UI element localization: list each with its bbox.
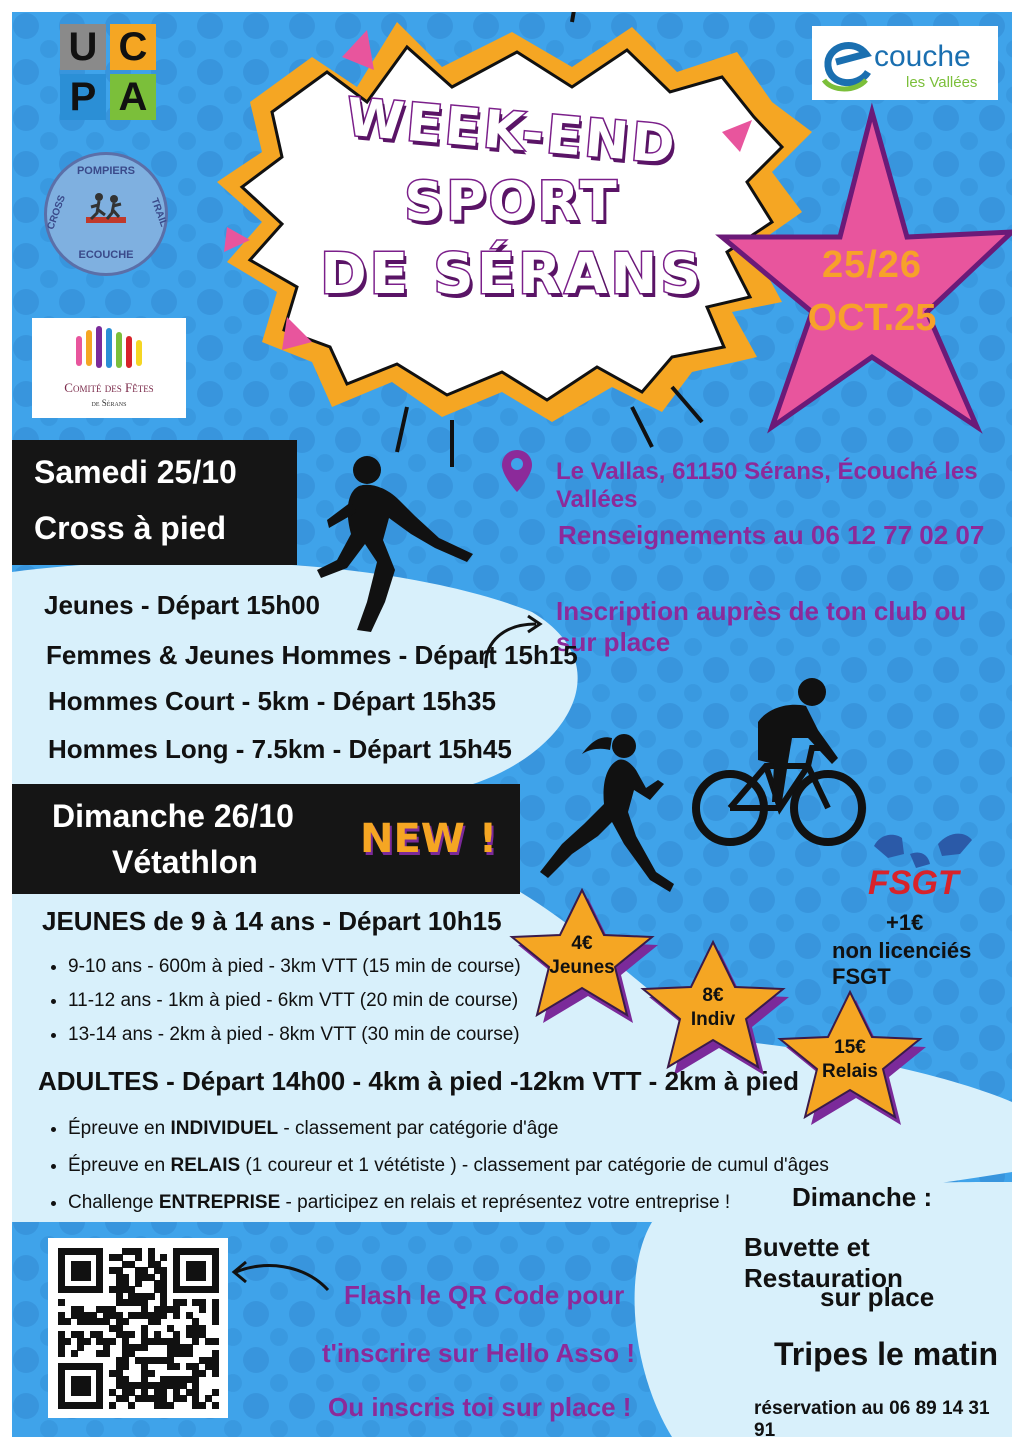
ucpa-letter-p: P: [60, 74, 106, 120]
saturday-header: [12, 440, 297, 565]
qr-code-pattern: [58, 1248, 218, 1408]
cyclist-silhouette-icon: [688, 672, 868, 862]
ucpa-logo: [60, 24, 160, 124]
phone-text: Renseignements au 06 12 77 02 07: [558, 520, 985, 550]
saturday-race-1: Jeunes - Départ 15h00: [44, 590, 321, 620]
new-badge: NEW !: [360, 816, 498, 862]
youth-list: [46, 950, 521, 1052]
price-amount: 15€: [834, 1037, 866, 1058]
female-runner-silhouette-icon: [532, 724, 692, 904]
pompiers-badge: [44, 152, 168, 276]
food-line-2: Buvette et Restauration: [744, 1232, 903, 1293]
youth-item: • 13-14 ans - 2km à pied - 8km VTT (30 min de course): [68, 1018, 521, 1052]
price-label: Indiv: [690, 1009, 736, 1030]
ecouche-subtitle: les Vallées: [906, 74, 978, 91]
poster: [12, 12, 1012, 1437]
badge-bottom-text: ECOUCHE: [78, 249, 134, 261]
food-reservation: réservation au 06 89 14 31 91: [754, 1398, 990, 1437]
price-amount: 8€: [702, 985, 724, 1006]
title-line-1: WEEK-END: [344, 87, 680, 177]
title-line-2: SPORT: [404, 170, 620, 233]
fsgt-extra-price: +1€: [886, 910, 924, 935]
inscription-text: Inscription auprès de ton club ou sur place: [556, 596, 967, 657]
saturday-race-3: Hommes Court - 5km - Départ 15h35: [48, 686, 496, 716]
ecouche-logo: [812, 26, 998, 100]
comite-title: Comité des Fêtes: [64, 380, 154, 395]
ecouche-e-icon: [818, 32, 878, 94]
badge-left-text: CROSS: [45, 193, 69, 232]
qr-text-3: Ou inscris toi sur place !: [328, 1392, 632, 1422]
price-star-jeunes: [544, 932, 620, 980]
food-day: Dimanche :: [792, 1182, 933, 1212]
sunday-header: [12, 784, 520, 894]
price-label: Relais: [822, 1061, 878, 1082]
saturday-event: Cross à pied: [34, 510, 227, 546]
fsgt-logo-text: FSGT: [868, 864, 959, 902]
adult-item: • Épreuve en RELAIS (1 coureur et 1 vététiste ) - classement par catégorie de cumul d'âges: [68, 1147, 829, 1184]
adult-item: • Épreuve en INDIVIDUEL - classement par catégorie d'âge: [68, 1110, 829, 1147]
food-line-4: Tripes le matin: [774, 1336, 999, 1372]
date-star: [802, 244, 942, 340]
youth-header: JEUNES de 9 à 14 ans - Départ 10h15: [42, 906, 502, 936]
address-text: Le Vallas, 61150 Sérans, Écouché les Vallées: [556, 458, 978, 513]
date-days: 25/26: [821, 244, 923, 286]
fsgt-extra-note: non licenciés FSGT: [832, 938, 972, 989]
ucpa-letter-u: U: [60, 24, 106, 70]
price-amount: 4€: [571, 933, 593, 954]
adult-list: [46, 1110, 829, 1221]
comite-subtitle: de Sérans: [91, 398, 127, 408]
qr-text-2: t'inscrire sur Hello Asso !: [322, 1338, 635, 1368]
title-block: [277, 87, 747, 362]
qr-code[interactable]: [48, 1238, 228, 1418]
youth-item: • 11-12 ans - 1km à pied - 6km VTT (20 min de course): [68, 984, 521, 1018]
adult-header: ADULTES - Départ 14h00 - 4km à pied -12km VTT - 2km à pied: [38, 1066, 799, 1096]
comite-logo: [32, 318, 186, 418]
sunday-day: Dimanche 26/10: [52, 798, 294, 834]
qr-arrow-icon: [224, 1254, 334, 1298]
runner-silhouette-icon: [307, 452, 487, 637]
comite-bars-icon: [76, 326, 142, 372]
saturday-race-4: Hommes Long - 7.5km - Départ 15h45: [48, 734, 512, 764]
badge-right-text: TRAIL: [148, 196, 169, 229]
youth-item: • 9-10 ans - 600m à pied - 3km VTT (15 min de course): [68, 950, 521, 984]
map-pin-icon: [500, 448, 534, 494]
title-line-3: DE SÉRANS: [320, 242, 704, 307]
price-label: Jeunes: [549, 957, 615, 978]
price-star-relais: [812, 1036, 888, 1084]
saturday-day: Samedi 25/10: [34, 454, 237, 490]
ecouche-name: couche: [874, 40, 971, 73]
food-line-3: sur place: [820, 1282, 935, 1312]
price-star-indiv: [675, 984, 751, 1032]
ucpa-letter-c: C: [110, 24, 156, 70]
date-month: OCT.25: [807, 297, 937, 339]
qr-text-1: Flash le QR Code pour: [344, 1280, 625, 1310]
badge-runners-icon: [81, 189, 131, 233]
ucpa-letter-a: A: [110, 74, 156, 120]
adult-item: • Challenge ENTREPRISE - participez en relais et représentez votre entreprise !: [68, 1184, 829, 1221]
saturday-race-2: Femmes & Jeunes Hommes - Départ 15h15: [46, 640, 578, 670]
badge-top-text: POMPIERS: [76, 165, 136, 177]
sunday-event: Vétathlon: [112, 844, 258, 880]
